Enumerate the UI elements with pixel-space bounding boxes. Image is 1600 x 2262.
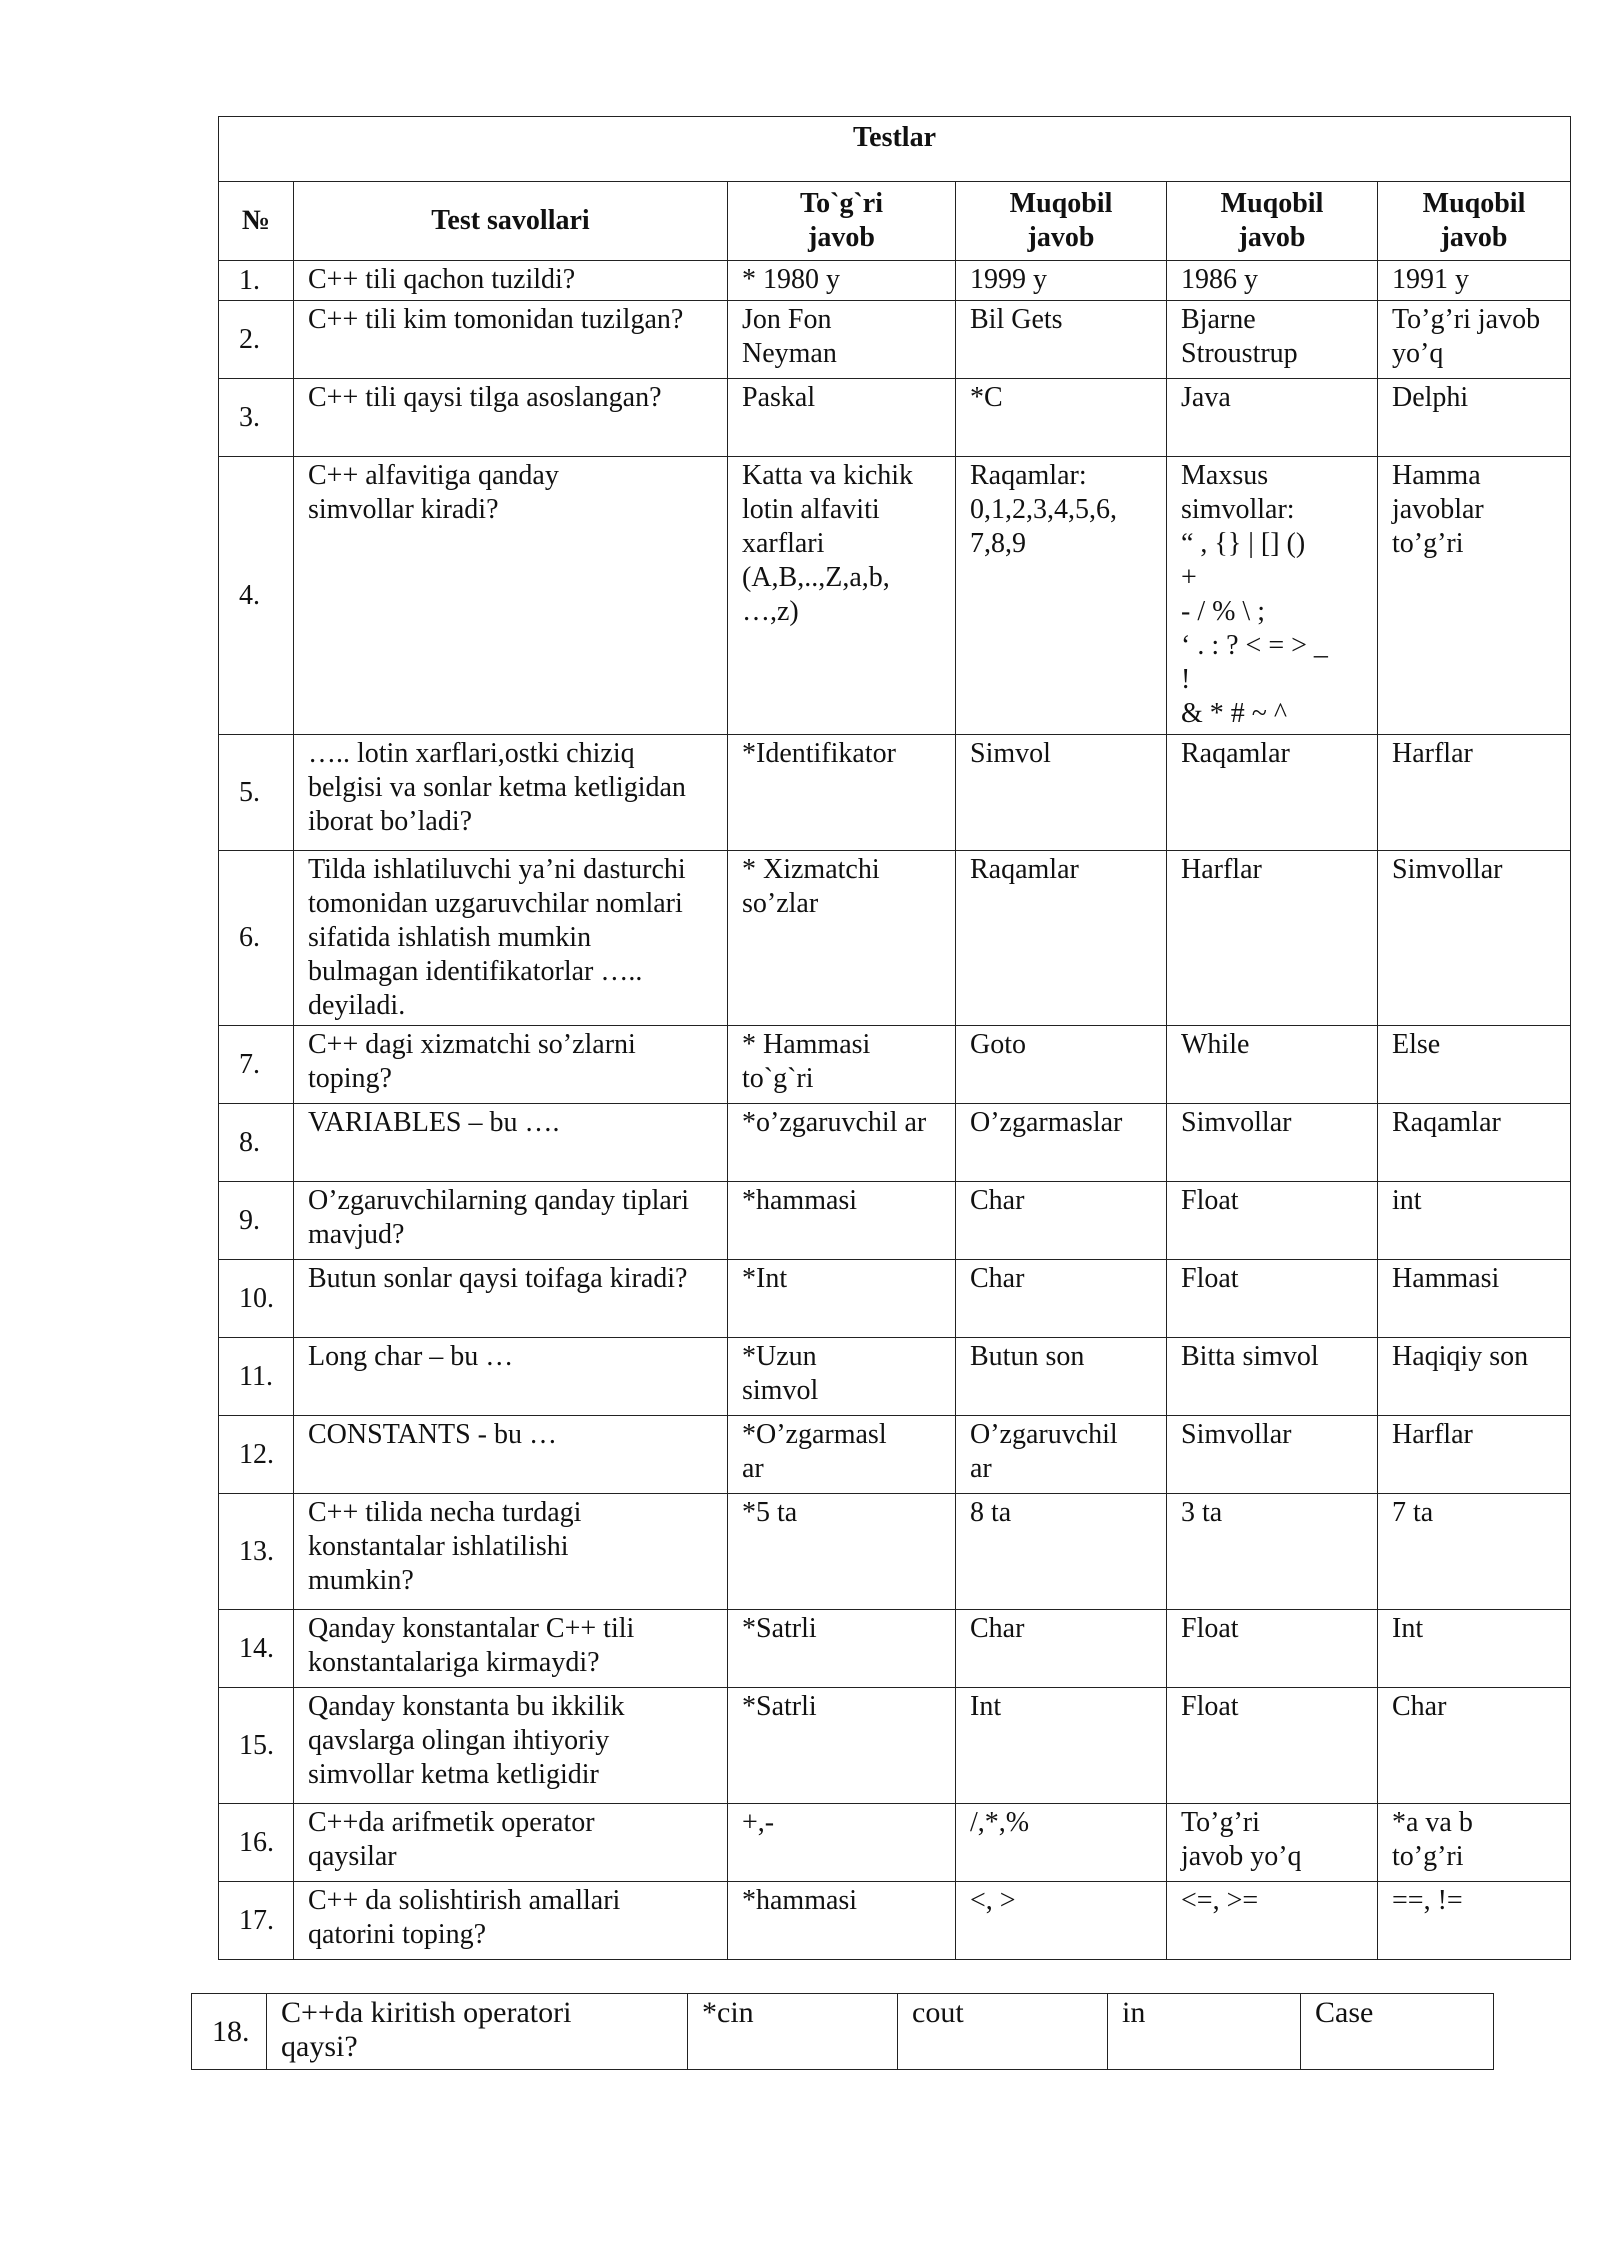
alternative-answer-cell: *a va b to’g’ri: [1378, 1804, 1571, 1882]
alternative-answer-cell: <, >: [956, 1882, 1167, 1960]
alternative-answer-cell: Float: [1167, 1260, 1378, 1338]
correct-answer-cell: *Satrli: [728, 1688, 956, 1804]
header-alternative-2: Muqobil javob: [1167, 182, 1378, 261]
alternative-answer-cell: Harflar: [1378, 1416, 1571, 1494]
alternative-answer-cell: Haqiqiy son: [1378, 1338, 1571, 1416]
correct-answer-cell: Jon Fon Neyman: [728, 301, 956, 379]
alternative-answer-cell: Hammasi: [1378, 1260, 1571, 1338]
correct-answer-cell: * Hammasi to`g`ri: [728, 1026, 956, 1104]
row-number: 16.: [219, 1804, 294, 1882]
question-cell: C++da arifmetik operator qaysilar: [294, 1804, 728, 1882]
header-row: [219, 182, 1571, 261]
row-number: 18.: [192, 1994, 267, 2070]
alternative-answer-cell: Harflar: [1378, 735, 1571, 851]
correct-answer-cell: *5 ta: [728, 1494, 956, 1610]
alternative-answer-cell: Simvollar: [1378, 851, 1571, 1026]
alternative-answer-cell: /,*,%: [956, 1804, 1167, 1882]
alternative-answer-cell: Delphi: [1378, 379, 1571, 457]
correct-answer-cell: +,-: [728, 1804, 956, 1882]
correct-answer-cell: * Xizmatchi so’zlar: [728, 851, 956, 1026]
correct-answer-cell: *Uzun simvol: [728, 1338, 956, 1416]
alternative-answer-cell: Raqamlar: 0,1,2,3,4,5,6, 7,8,9: [956, 457, 1167, 735]
table-row: [219, 1338, 1571, 1416]
header-correct-answer: To`g`ri javob: [728, 182, 956, 261]
row-number: 12.: [219, 1416, 294, 1494]
question-cell: Qanday konstantalar C++ tili konstantalariga kirmaydi?: [294, 1610, 728, 1688]
row-number: 17.: [219, 1882, 294, 1960]
alternative-answer-cell: 7 ta: [1378, 1494, 1571, 1610]
question-cell: C++ dagi xizmatchi so’zlarni toping?: [294, 1026, 728, 1104]
tests-table-continued: [191, 1993, 1494, 2070]
correct-answer-cell: *O’zgarmasl ar: [728, 1416, 956, 1494]
alternative-answer-cell: int: [1378, 1182, 1571, 1260]
alternative-answer-cell: 1986 y: [1167, 261, 1378, 301]
alternative-answer-cell: Simvollar: [1167, 1416, 1378, 1494]
header-alternative-3: Muqobil javob: [1378, 182, 1571, 261]
alternative-answer-cell: Simvollar: [1167, 1104, 1378, 1182]
row-number: 9.: [219, 1182, 294, 1260]
alternative-answer-cell: Case: [1301, 1994, 1494, 2070]
table-row: [192, 1994, 1494, 2070]
alternative-answer-cell: Int: [956, 1688, 1167, 1804]
row-number: 1.: [219, 261, 294, 301]
table-row: [219, 735, 1571, 851]
alternative-answer-cell: cout: [898, 1994, 1108, 2070]
alternative-answer-cell: Else: [1378, 1026, 1571, 1104]
correct-answer-cell: *cin: [688, 1994, 898, 2070]
question-cell: C++ tilida necha turdagi konstantalar ishlatilishi mumkin?: [294, 1494, 728, 1610]
row-number: 13.: [219, 1494, 294, 1610]
question-cell: C++ alfavitiga qanday simvollar kiradi?: [294, 457, 728, 735]
table-row: [219, 379, 1571, 457]
row-number: 10.: [219, 1260, 294, 1338]
correct-answer-cell: *Identifikator: [728, 735, 956, 851]
question-cell: Tilda ishlatiluvchi ya’ni dasturchi tomonidan uzgaruvchilar nomlari sifatida ishlatish mumkin bulmagan identifikatorlar ….. deyiladi.: [294, 851, 728, 1026]
alternative-answer-cell: Char: [956, 1610, 1167, 1688]
alternative-answer-cell: 1991 y: [1378, 261, 1571, 301]
table-row: [219, 1104, 1571, 1182]
question-cell: C++ da solishtirish amallari qatorini toping?: [294, 1882, 728, 1960]
row-number: 5.: [219, 735, 294, 851]
correct-answer-cell: Katta va kichik lotin alfaviti xarflari (A,B,..,Z,a,b, …,z): [728, 457, 956, 735]
alternative-answer-cell: Butun son: [956, 1338, 1167, 1416]
alternative-answer-cell: Harflar: [1167, 851, 1378, 1026]
question-cell: O’zgaruvchilarning qanday tiplari mavjud?: [294, 1182, 728, 1260]
header-question: Test savollari: [294, 182, 728, 261]
correct-answer-cell: * 1980 y: [728, 261, 956, 301]
table-row: [219, 1804, 1571, 1882]
question-cell: VARIABLES – bu ….: [294, 1104, 728, 1182]
alternative-answer-cell: Float: [1167, 1688, 1378, 1804]
question-cell: C++ tili qaysi tilga asoslangan?: [294, 379, 728, 457]
alternative-answer-cell: O’zgaruvchil ar: [956, 1416, 1167, 1494]
row-number: 7.: [219, 1026, 294, 1104]
alternative-answer-cell: Bitta simvol: [1167, 1338, 1378, 1416]
alternative-answer-cell: O’zgarmaslar: [956, 1104, 1167, 1182]
alternative-answer-cell: ==, !=: [1378, 1882, 1571, 1960]
alternative-answer-cell: To’g’ri javob yo’q: [1378, 301, 1571, 379]
question-cell: Qanday konstanta bu ikkilik qavslarga olingan ihtiyoriy simvollar ketma ketligidir: [294, 1688, 728, 1804]
correct-answer-cell: *hammasi: [728, 1882, 956, 1960]
table-row: [219, 1688, 1571, 1804]
alternative-answer-cell: Bjarne Stroustrup: [1167, 301, 1378, 379]
alternative-answer-cell: Char: [956, 1182, 1167, 1260]
correct-answer-cell: *Satrli: [728, 1610, 956, 1688]
row-number: 15.: [219, 1688, 294, 1804]
table-row: [219, 1882, 1571, 1960]
table-title: Testlar: [219, 117, 1571, 182]
table-title-row: [219, 117, 1571, 182]
alternative-answer-cell: Bil Gets: [956, 301, 1167, 379]
row-number: 4.: [219, 457, 294, 735]
question-cell: Long char – bu …: [294, 1338, 728, 1416]
alternative-answer-cell: *C: [956, 379, 1167, 457]
alternative-answer-cell: Hamma javoblar to’g’ri: [1378, 457, 1571, 735]
alternative-answer-cell: in: [1108, 1994, 1301, 2070]
question-cell: C++ tili qachon tuzildi?: [294, 261, 728, 301]
table-row: [219, 1260, 1571, 1338]
table-row: [219, 457, 1571, 735]
alternative-answer-cell: While: [1167, 1026, 1378, 1104]
alternative-answer-cell: Goto: [956, 1026, 1167, 1104]
table-row: [219, 851, 1571, 1026]
header-alternative-1: Muqobil javob: [956, 182, 1167, 261]
correct-answer-cell: *Int: [728, 1260, 956, 1338]
row-number: 2.: [219, 301, 294, 379]
alternative-answer-cell: Maxsus simvollar: “ , {} | [] () + - / % \ ; ‘ . : ? < = > _ ! & * # ~ ^: [1167, 457, 1378, 735]
alternative-answer-cell: Raqamlar: [1378, 1104, 1571, 1182]
alternative-answer-cell: Char: [956, 1260, 1167, 1338]
alternative-answer-cell: Float: [1167, 1182, 1378, 1260]
alternative-answer-cell: 3 ta: [1167, 1494, 1378, 1610]
correct-answer-cell: *hammasi: [728, 1182, 956, 1260]
row-number: 14.: [219, 1610, 294, 1688]
correct-answer-cell: *o’zgaruvchil ar: [728, 1104, 956, 1182]
table-row: [219, 1416, 1571, 1494]
alternative-answer-cell: 1999 y: [956, 261, 1167, 301]
alternative-answer-cell: Simvol: [956, 735, 1167, 851]
question-cell: Butun sonlar qaysi toifaga kiradi?: [294, 1260, 728, 1338]
table-row: [219, 261, 1571, 301]
alternative-answer-cell: 8 ta: [956, 1494, 1167, 1610]
question-cell: ….. lotin xarflari,ostki chiziq belgisi va sonlar ketma ketligidan iborat bo’ladi?: [294, 735, 728, 851]
question-cell: C++ tili kim tomonidan tuzilgan?: [294, 301, 728, 379]
table-row: [219, 1610, 1571, 1688]
question-cell: C++da kiritish operatori qaysi?: [267, 1994, 688, 2070]
alternative-answer-cell: To’g’ri javob yo’q: [1167, 1804, 1378, 1882]
header-number: №: [219, 182, 294, 261]
table-row: [219, 301, 1571, 379]
table-row: [219, 1494, 1571, 1610]
alternative-answer-cell: Char: [1378, 1688, 1571, 1804]
alternative-answer-cell: Int: [1378, 1610, 1571, 1688]
row-number: 11.: [219, 1338, 294, 1416]
table-row: [219, 1026, 1571, 1104]
correct-answer-cell: Paskal: [728, 379, 956, 457]
question-cell: CONSTANTS - bu …: [294, 1416, 728, 1494]
alternative-answer-cell: Float: [1167, 1610, 1378, 1688]
row-number: 8.: [219, 1104, 294, 1182]
alternative-answer-cell: Java: [1167, 379, 1378, 457]
alternative-answer-cell: Raqamlar: [1167, 735, 1378, 851]
row-number: 3.: [219, 379, 294, 457]
tests-table: [218, 116, 1571, 1960]
table-row: [219, 1182, 1571, 1260]
alternative-answer-cell: <=, >=: [1167, 1882, 1378, 1960]
row-number: 6.: [219, 851, 294, 1026]
alternative-answer-cell: Raqamlar: [956, 851, 1167, 1026]
